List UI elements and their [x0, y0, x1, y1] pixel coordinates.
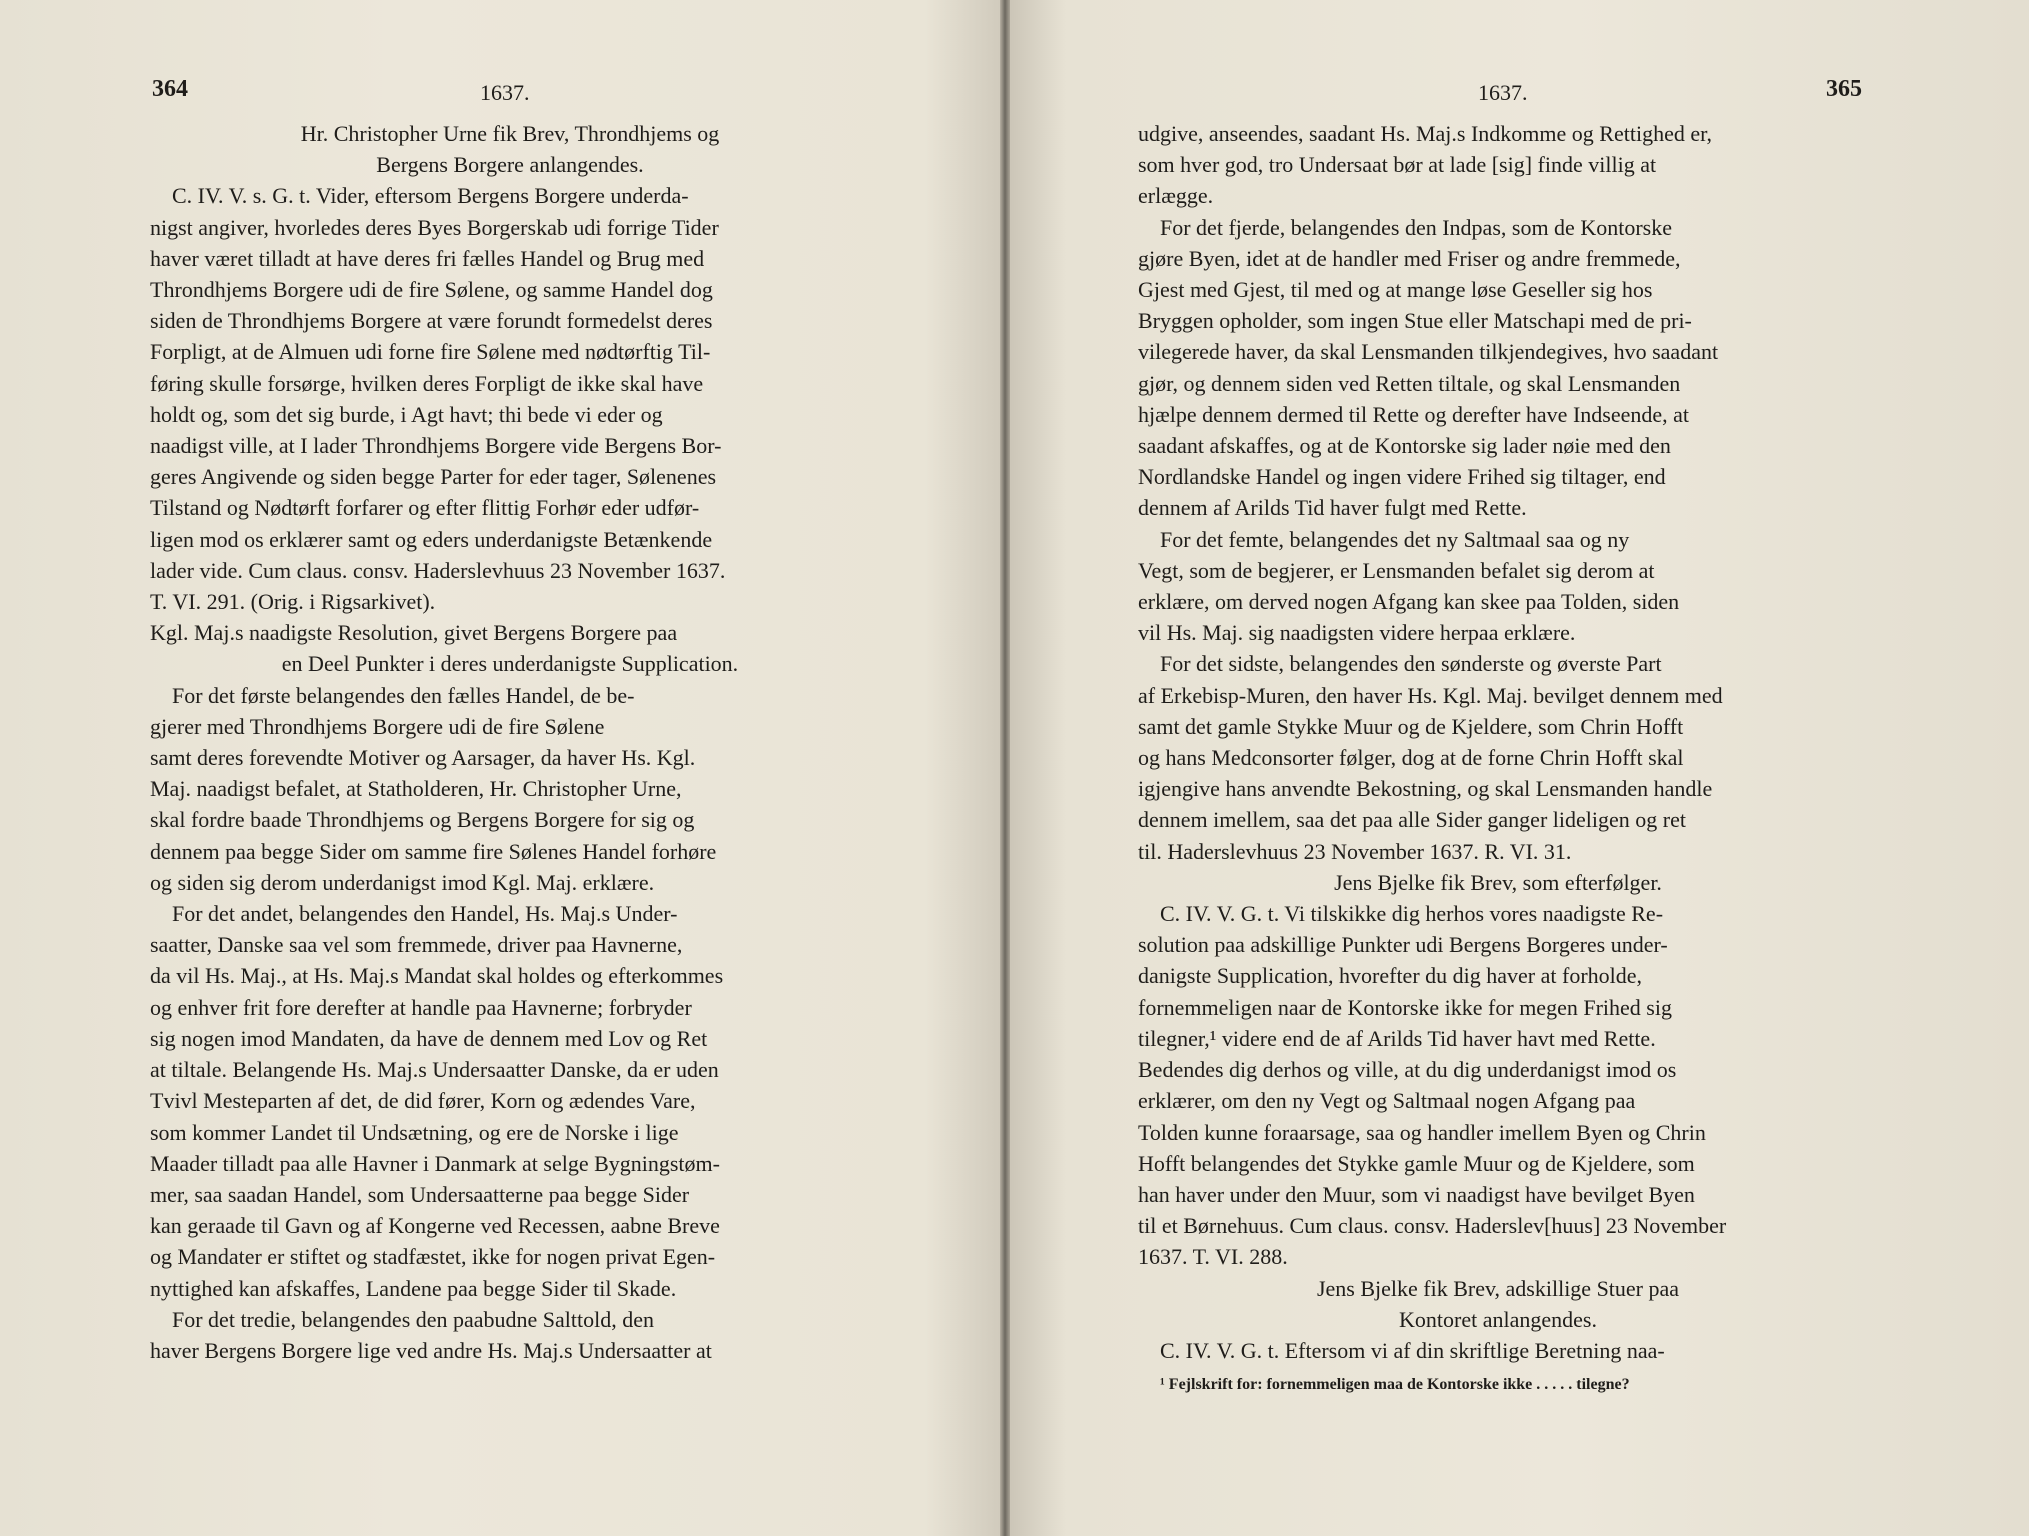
text-line: solution paa adskillige Punkter udi Bergens Borgeres under-	[1138, 932, 1668, 958]
text-line: mer, saa saadan Handel, som Undersaatterne paa begge Sider	[150, 1181, 690, 1207]
text-line: C. IV. V. G. t. Vi tilskikke dig herhos vores naadigste Re-	[1160, 901, 1664, 927]
right-body-text	[1138, 118, 1858, 1366]
right-column	[1138, 70, 1862, 1396]
page-number: 364	[152, 76, 188, 102]
text-line: sig nogen imod Mandaten, da have de dennem med Lov og Ret	[150, 1025, 708, 1051]
text-line: danigste Supplication, hvorefter du dig haver at forholde,	[1138, 963, 1643, 989]
text-line: til. Haderslevhuus 23 November 1637. R. VI. 31.	[1138, 838, 1572, 864]
footnote: ¹ Fejlskrift for: fornemmeligen maa de Kontorske ikke . . . . . tilegne?	[1160, 1376, 1630, 1394]
running-head: 1637.	[1478, 80, 1528, 105]
text-line: Bergens Borgere anlangendes.	[376, 152, 644, 178]
text-line: Kontoret anlangendes.	[1399, 1306, 1597, 1332]
text-line: Tvivl Mesteparten af det, de did fører, Korn og ædendes Vare,	[150, 1088, 696, 1114]
text-line: For det sidste, belangendes den sønderste og øverste Part	[1160, 651, 1662, 677]
text-line: Jens Bjelke fik Brev, som efterfølger.	[1334, 869, 1662, 895]
text-line: gjerer med Throndhjems Borgere udi de fire Sølene	[150, 713, 605, 739]
text-line: ligen mod os erklærer samt og eders underdanigste Betænkende	[150, 526, 713, 552]
text-line: Bryggen opholder, som ingen Stue eller Matschapi med de pri-	[1138, 308, 1692, 334]
text-line: han haver under den Muur, som vi naadigst have bevilget Byen	[1138, 1181, 1695, 1207]
text-line: erklærer, om den ny Vegt og Saltmaal nogen Afgang paa	[1138, 1088, 1636, 1114]
text-line: Bedendes dig derhos og ville, at du dig underdanigst imod os	[1138, 1057, 1677, 1083]
text-line: 1637. T. VI. 288.	[1138, 1244, 1288, 1270]
text-line: tilegner,¹ videre end de af Arilds Tid haver havt med Rette.	[1138, 1025, 1656, 1051]
text-line: naadigst ville, at I lader Throndhjems Borgere vide Bergens Bor-	[150, 433, 722, 459]
text-line: samt det gamle Stykke Muur og de Kjeldere, som Chrin Hofft	[1138, 713, 1684, 739]
text-line: vil Hs. Maj. sig naadigsten videre herpaa erklære.	[1138, 620, 1576, 646]
text-line: siden de Throndhjems Borgere at være forundt formedelst deres	[150, 308, 713, 334]
text-line: haver været tilladt at have deres fri fælles Handel og Brug med	[150, 245, 705, 271]
text-line: Hofft belangendes det Stykke gamle Muur og de Kjeldere, som	[1138, 1150, 1695, 1176]
text-line: føring skulle forsørge, hvilken deres Forpligt de ikke skal have	[150, 370, 704, 396]
text-line: Hr. Christopher Urne fik Brev, Throndhjems og	[300, 121, 720, 146]
left-body-text	[150, 118, 870, 1366]
text-line: erlægge.	[1138, 183, 1214, 209]
book-gutter	[1000, 0, 1010, 1536]
text-line: udgive, anseendes, saadant Hs. Maj.s Indkomme og Rettighed er,	[1138, 121, 1713, 146]
text-line: For det femte, belangendes det ny Saltmaal saa og ny	[1160, 526, 1630, 552]
right-page	[1005, 0, 2029, 1536]
text-line: Maader tilladt paa alle Havner i Danmark at selge Bygningstøm-	[150, 1150, 720, 1176]
text-line: til et Børnehuus. Cum claus. consv. Haderslev[huus] 23 November	[1138, 1213, 1727, 1239]
text-line: kan geraade til Gavn og af Kongerne ved Recessen, aabne Breve	[150, 1213, 720, 1239]
text-line: C. IV. V. G. t. Eftersom vi af din skriftlige Beretning naa-	[1160, 1337, 1665, 1363]
text-line: nigst angiver, hvorledes deres Byes Borgerskab udi forrige Tider	[150, 214, 719, 240]
text-line: som kommer Landet til Undsætning, og ere de Norske i lige	[150, 1119, 679, 1145]
text-line: skal fordre baade Throndhjems og Bergens Borgere for sig og	[150, 807, 695, 833]
text-line: haver Bergens Borgere lige ved andre Hs. Maj.s Undersaatter at	[150, 1337, 712, 1363]
text-line: Throndhjems Borgere udi de fire Sølene, og samme Handel dog	[150, 277, 713, 303]
text-line: da vil Hs. Maj., at Hs. Maj.s Mandat skal holdes og efterkommes	[150, 963, 724, 989]
text-line: Vegt, som de begjerer, er Lensmanden befalet sig derom at	[1138, 557, 1655, 583]
text-line: erklære, om derved nogen Afgang kan skee paa Tolden, siden	[1138, 589, 1680, 615]
text-line: hjælpe dennem dermed til Rette og derefter have Indseende, at	[1138, 401, 1690, 427]
text-line: Tilstand og Nødtørft forfarer og efter flittig Forhør eder udfør-	[150, 495, 700, 521]
text-line: nyttighed kan afskaffes, Landene paa begge Sider til Skade.	[150, 1275, 677, 1301]
text-line: vilegerede haver, da skal Lensmanden tilkjendegives, hvo saadant	[1138, 339, 1719, 365]
text-line: og Mandater er stiftet og stadfæstet, ikke for nogen privat Egen-	[150, 1244, 716, 1270]
text-line: at tiltale. Belangende Hs. Maj.s Undersaatter Danske, da er uden	[150, 1057, 719, 1083]
text-line: en Deel Punkter i deres underdanigste Supplication.	[281, 651, 739, 677]
text-line: og enhver frit fore derefter at handle paa Havnerne; forbryder	[150, 994, 692, 1020]
text-line: Kgl. Maj.s naadigste Resolution, givet Bergens Borgere paa	[150, 620, 678, 646]
text-line: For det andet, belangendes den Handel, Hs. Maj.s Under-	[172, 901, 678, 927]
text-line: Nordlandske Handel og ingen videre Frihed sig tiltager, end	[1138, 464, 1666, 490]
text-line: igjengive hans anvendte Bekostning, og skal Lensmanden handle	[1138, 776, 1713, 802]
text-line: Forpligt, at de Almuen udi forne fire Sølene med nødtørftig Til-	[150, 339, 711, 365]
text-line: For det tredie, belangendes den paabudne Salttold, den	[172, 1306, 655, 1332]
text-line: geres Angivende og siden begge Parter for eder tager, Sølenenes	[150, 464, 717, 490]
text-line: dennem imellem, saa det paa alle Sider ganger lideligen og ret	[1138, 807, 1686, 833]
left-page	[0, 0, 1005, 1536]
right-header	[1138, 70, 1862, 108]
text-line: af Erkebisp-Muren, den haver Hs. Kgl. Maj. bevilget dennem med	[1138, 682, 1723, 708]
text-line: saadant afskaffes, og at de Kontorske sig lader nøie med den	[1138, 433, 1671, 459]
text-line: dennem paa begge Sider om samme fire Sølenes Handel forhøre	[150, 838, 717, 864]
text-line: samt deres forevendte Motiver og Aarsager, da haver Hs. Kgl.	[150, 745, 696, 771]
left-column	[150, 70, 870, 1366]
running-head: 1637.	[480, 80, 530, 105]
text-line: fornemmeligen naar de Kontorske ikke for megen Frihed sig	[1138, 994, 1672, 1020]
text-line: Gjest med Gjest, til med og at mange løse Geseller sig hos	[1138, 277, 1653, 303]
text-line: og siden sig derom underdanigst imod Kgl. Maj. erklære.	[150, 869, 655, 895]
text-line: T. VI. 291. (Orig. i Rigsarkivet).	[150, 589, 436, 615]
text-line: C. IV. V. s. G. t. Vider, eftersom Bergens Borgere underda-	[172, 183, 689, 209]
left-header	[150, 70, 870, 108]
text-line: lader vide. Cum claus. consv. Haderslevhuus 23 November 1637.	[150, 557, 726, 583]
page-number: 365	[1826, 76, 1862, 102]
text-line: Jens Bjelke fik Brev, adskillige Stuer paa	[1316, 1275, 1680, 1301]
text-line: For det første belangendes den fælles Handel, de be-	[172, 682, 635, 708]
text-line: Maj. naadigst befalet, at Statholderen, Hr. Christopher Urne,	[150, 776, 682, 802]
text-line: gjøre Byen, idet at de handler med Friser og andre fremmede,	[1138, 245, 1681, 271]
text-line: saatter, Danske saa vel som fremmede, driver paa Havnerne,	[150, 932, 683, 958]
text-line: dennem af Arilds Tid haver fulgt med Rette.	[1138, 495, 1527, 521]
text-line: holdt og, som det sig burde, i Agt havt; thi bede vi eder og	[150, 401, 663, 427]
text-line: som hver god, tro Undersaat bør at lade [sig] finde villig at	[1138, 152, 1657, 178]
text-line: og hans Medconsorter følger, dog at de forne Chrin Hofft skal	[1138, 745, 1684, 771]
text-line: gjør, og dennem siden ved Retten tiltale, og skal Lensmanden	[1138, 370, 1681, 396]
text-line: Tolden kunne foraarsage, saa og handler imellem Byen og Chrin	[1138, 1119, 1706, 1145]
text-line: For det fjerde, belangendes den Indpas, som de Kontorske	[1160, 214, 1672, 240]
